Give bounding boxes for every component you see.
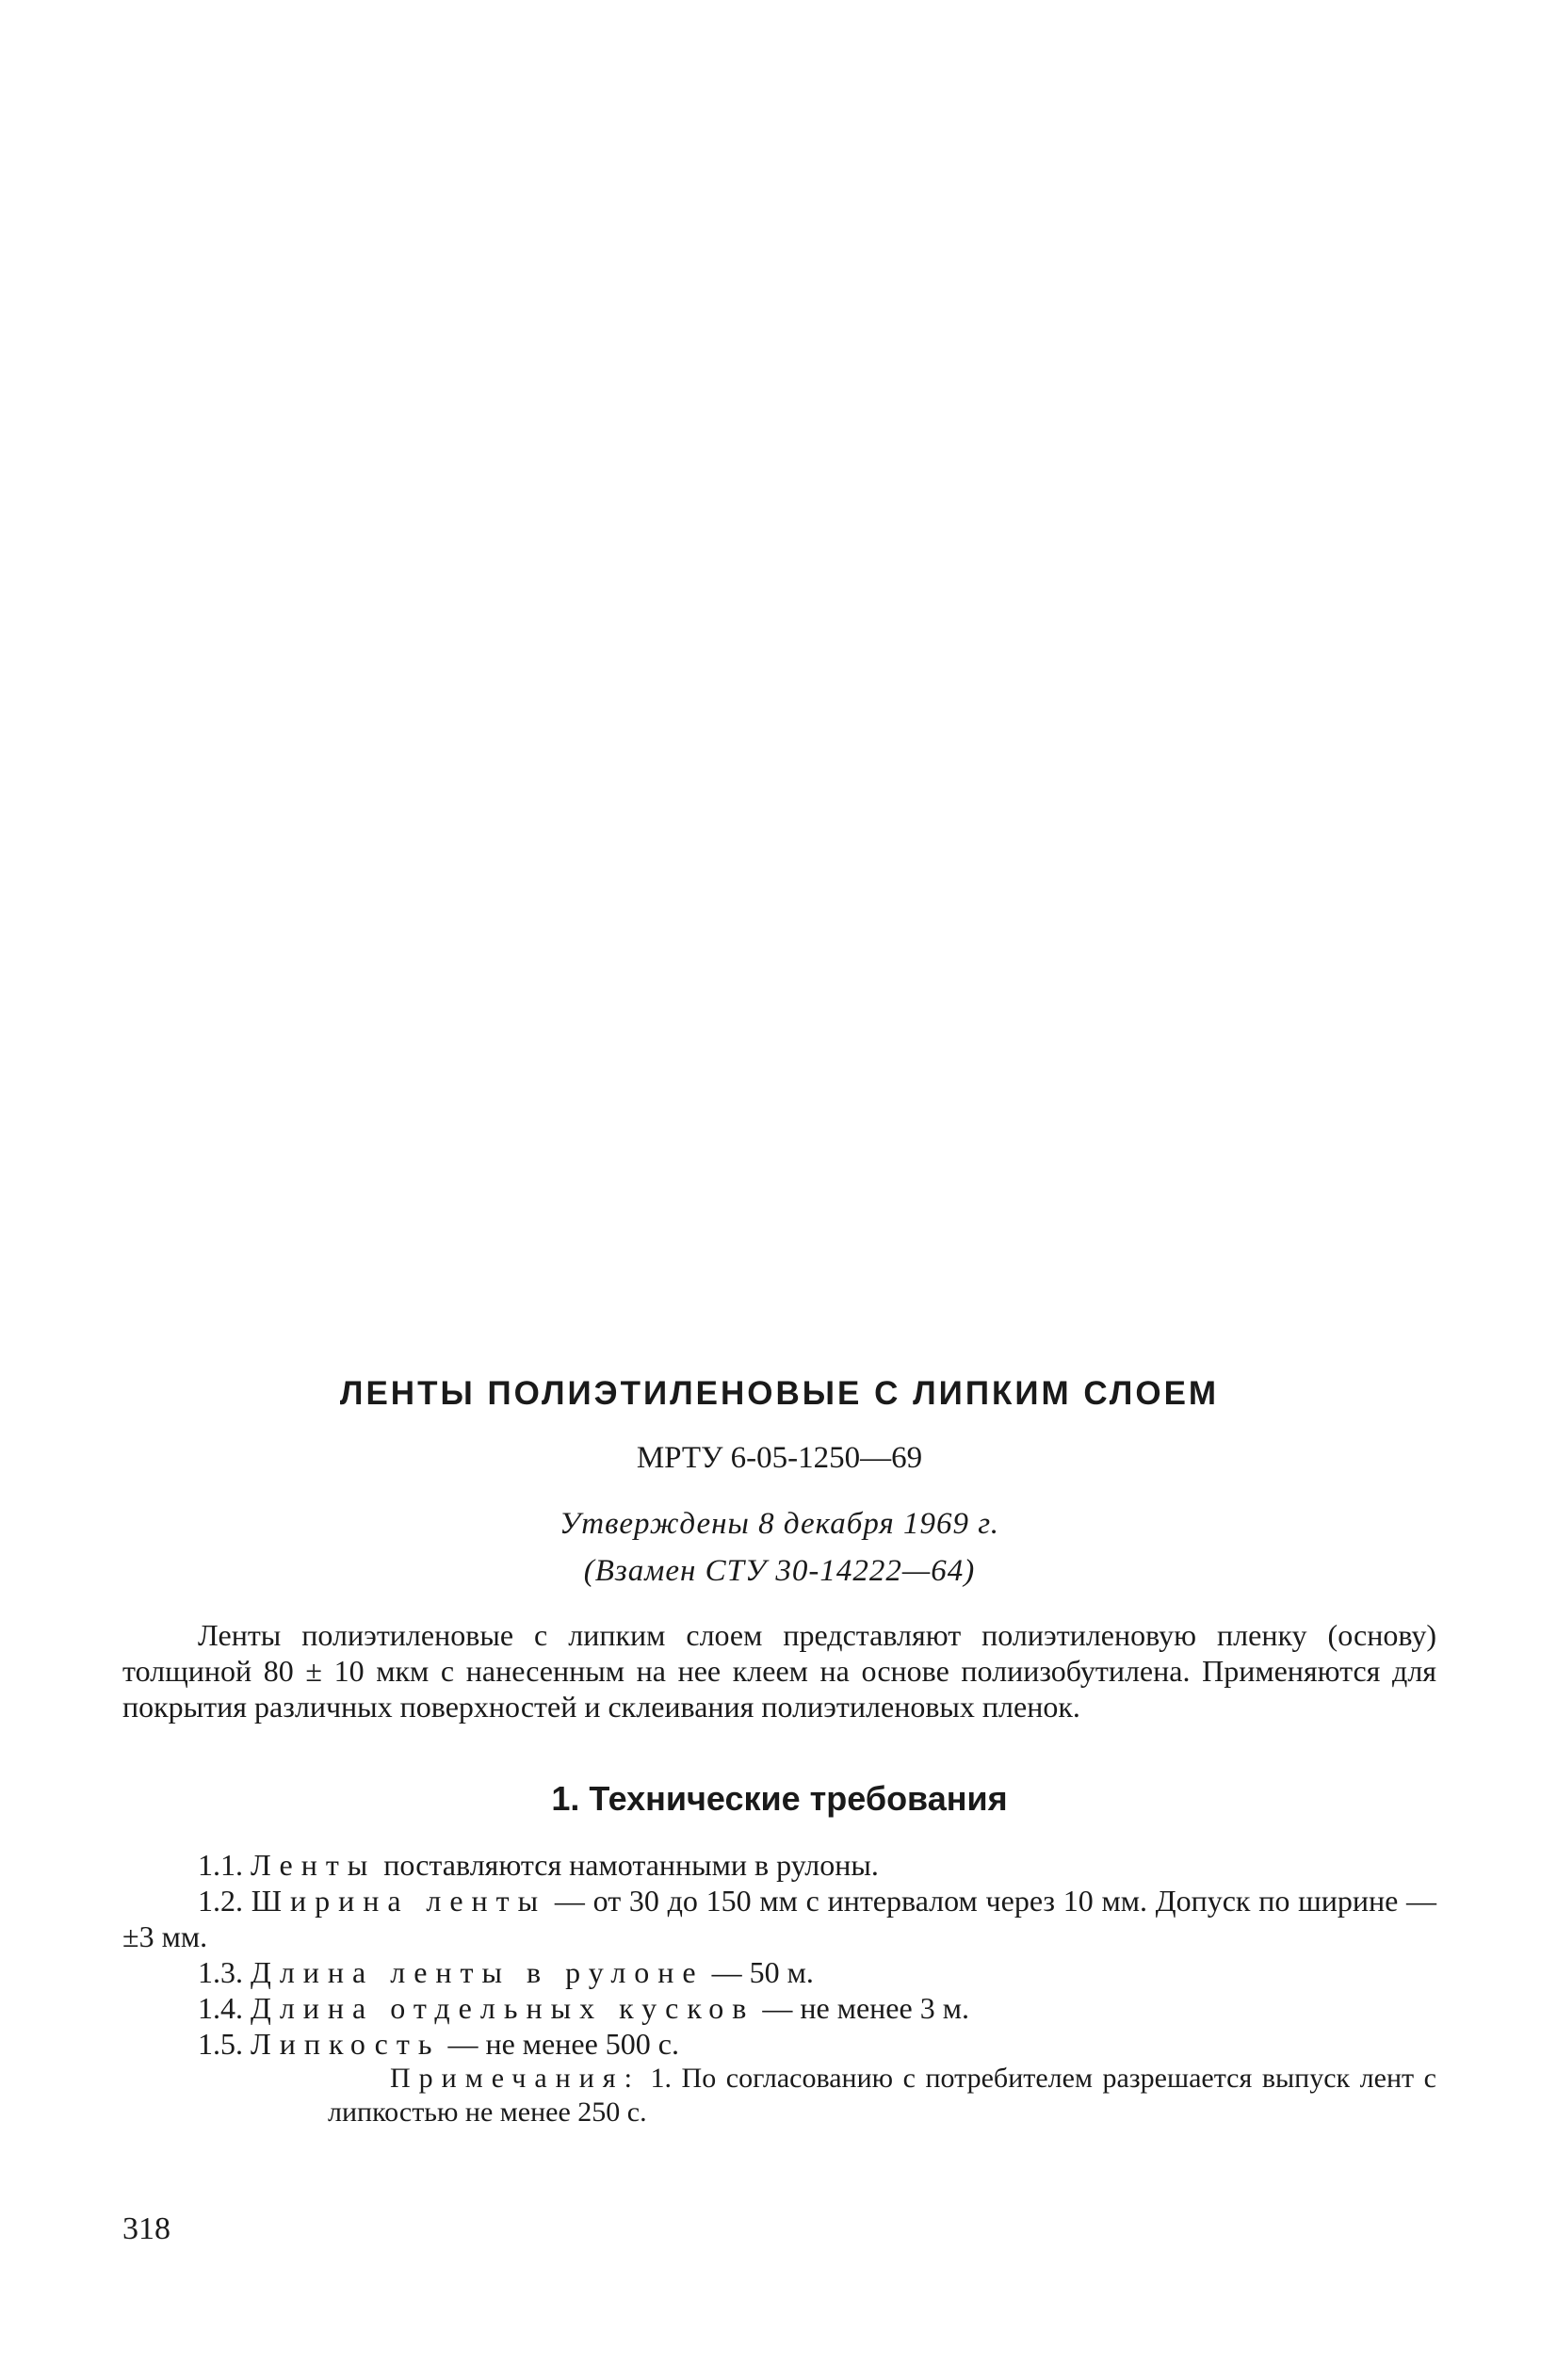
page-number: 318: [122, 2211, 170, 2246]
clause-1-4: [122, 1990, 1436, 2026]
clause-number: 1.3.: [198, 1955, 243, 1989]
clause-term: Ширина ленты: [251, 1884, 547, 1918]
clause-term: Липкость: [251, 2027, 441, 2061]
clause-text: — от 30 до 150 мм с интервалом через 10 мм. Допуск по ширине — ±3 мм.: [122, 1884, 1437, 1953]
note-text: 1. По согласованию с потребителем разрешается выпуск лент с липкостью не менее 250 с.: [328, 2063, 1436, 2128]
replaces-standard: (Взамен СТУ 30-14222—64): [583, 1554, 976, 1588]
clause-1-3: [122, 1954, 1436, 1990]
clause-term: Длина ленты в рулоне: [251, 1955, 705, 1989]
clause-term: Длина отдельных кусков: [251, 1991, 755, 2025]
note-paragraph: [328, 2062, 1436, 2129]
intro-paragraph: Ленты полиэтиленовые с липким слоем представляют полиэтиленовую пленку (основу) толщиной 80 ± 10 мкм с нанесенным на нее клеем на основе полиизобутилена. Применяются для покрытия различных поверхностей и склеивания полиэтиленовых пленок.: [122, 1618, 1436, 1724]
clause-number: 1.4.: [198, 1991, 243, 2025]
clause-1-2: [122, 1883, 1436, 1954]
document-number: МРТУ 6-05-1250—69: [636, 1441, 923, 1475]
section-heading: 1. Технические требования: [551, 1779, 1008, 1818]
clause-number: 1.1.: [198, 1848, 243, 1882]
clause-text: поставляются намотанными в рулоны.: [376, 1848, 879, 1882]
approval-date: Утверждены 8 декабря 1969 г.: [560, 1507, 999, 1541]
clause-number: 1.2.: [198, 1884, 243, 1918]
clause-1-1: [122, 1847, 1436, 1883]
clause-text: — не менее 3 м.: [754, 1991, 969, 2025]
clause-term: Ленты: [251, 1848, 377, 1882]
document-page: [122, 1375, 1436, 2129]
note-label: Примечания:: [390, 2063, 641, 2094]
clause-text: — не менее 500 с.: [440, 2027, 679, 2061]
clause-1-5: [122, 2026, 1436, 2062]
clause-text: — 50 м.: [704, 1955, 814, 1989]
document-title: ЛЕНТЫ ПОЛИЭТИЛЕНОВЫЕ С ЛИПКИМ СЛОЕМ: [339, 1375, 1220, 1412]
clause-number: 1.5.: [198, 2027, 243, 2061]
